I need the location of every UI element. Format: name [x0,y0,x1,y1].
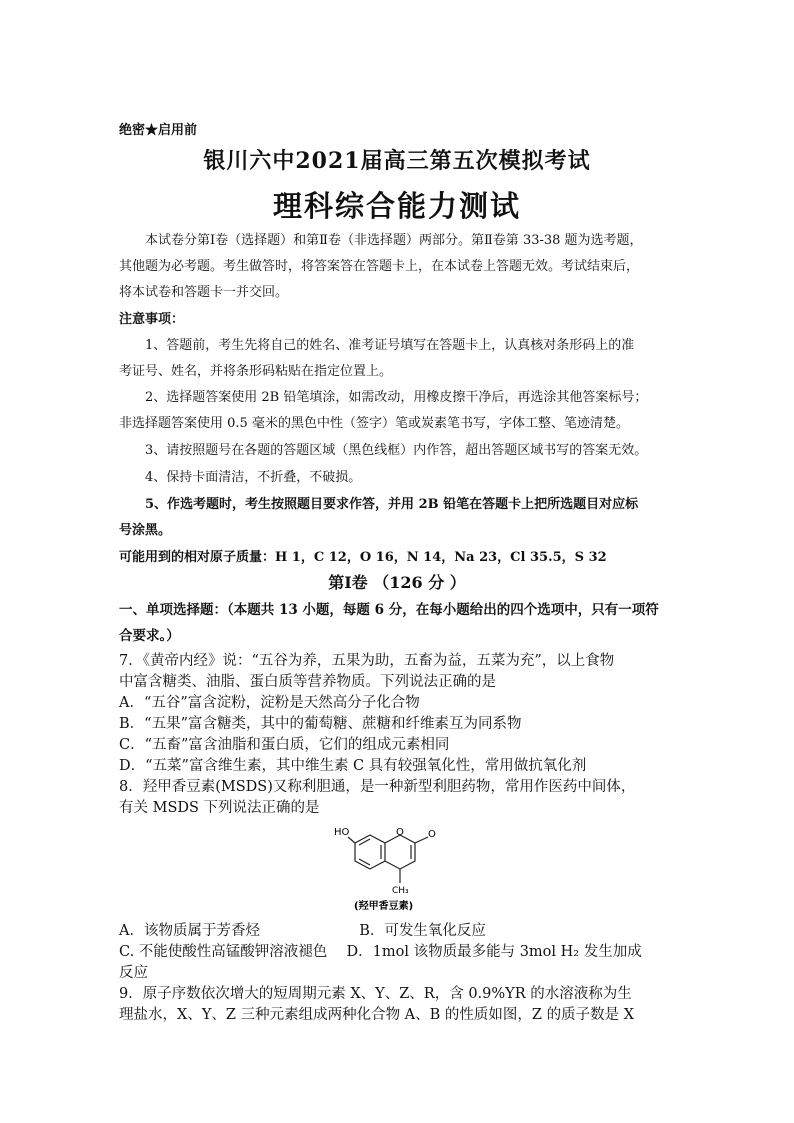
intro-line-3: 将本试卷和答题卡一并交回。 [119,285,289,300]
q8-stem-1: 8．羟甲香豆素(MSDS)又称利胆通，是一种新型利胆药物，常用作医药中间体， [119,779,636,795]
note-5b: 号涂黑。 [119,523,172,538]
hydroxyl-label: HO [334,827,350,838]
structure-svg [334,823,450,915]
section-title: 第Ⅰ卷 （126 分 ） [328,573,466,592]
q7-stem-1: 7．《黄帝内经》说：“五谷为养，五果为助，五畜为益，五菜为充”，以上食物 [119,653,615,669]
intro-line-2: 其他题为必考题。考生做答时，将答案答在答题卡上，在本试卷上答题无效。考试结束后， [119,259,640,274]
ring-bonds [348,835,428,883]
q7-option-d: D．“五菜”富含维生素，其中维生素 C 具有较强氧化性，常用做抗氧化剂 [119,758,587,774]
note-4: 4、保持卡面清洁，不折叠，不破损。 [145,470,362,485]
q8-option-c: C. 不能使酸性高锰酸钾溶液褪色 [119,944,328,960]
q9-stem-2: 理盐水，X、Y、Z 三种元素组成两种化合物 A、B 的性质如图，Z 的质子数是 X [119,1007,635,1023]
notes-heading: 注意事项： [119,312,185,327]
q7-option-b: B．“五果”富含糖类，其中的葡萄糖、蔗糖和纤维素互为同系物 [119,716,522,732]
atomic-mass-text: 可能用到的相对原子质量：H 1，C 12，O 16，N 14，Na 23，Cl 35.5，S 32 [119,550,607,565]
q8-options-ab [119,921,679,942]
note-2b: 非选择题答案使用 0.5 毫米的黑色中性（签字）笔或炭素笔书写，字体工整、笔迹清楚。 [119,416,629,431]
q8-option-a: A．该物质属于芳香烃 [119,923,260,939]
figure-caption: (羟甲香豆素) [354,901,414,912]
ring-oxygen-label: O [396,827,404,838]
q7-option-a: A．“五谷”富含淀粉，淀粉是天然高分子化合物 [119,695,420,711]
exam-title: 银川六中2021届高三第五次模拟考试 [203,148,591,174]
confidential-label: 绝密★启用前 [119,123,198,138]
q8-option-d-cont: 反应 [119,965,148,981]
exam-subtitle: 理科综合能力测试 [272,189,521,223]
carbonyl-bond [415,837,428,843]
q8-options-cd [119,942,679,963]
q8-option-d: D．1mol 该物质最多能与 3mol H₂ 发生加成 [346,944,642,960]
q8-option-b: B．可发生氧化反应 [359,923,486,939]
section-instruction-2: 合要求。） [119,628,180,644]
q7-option-c: C．“五畜”富含油脂和蛋白质，它们的组成元素相同 [119,737,450,753]
q9-stem-1: 9．原子序数依次增大的短周期元素 X、Y、Z、R，含 0.9%YR 的水溶液称为生 [119,986,632,1002]
note-2a: 2、选择题答案使用 2B 铅笔填涂，如需改动，用橡皮擦干净后，再选涂其他答案标号； [145,390,648,405]
section-instruction-1: 一、单项选择题：（本题共 13 小题，每题 6 分，在每小题给出的四个选项中，只有一项符 [119,602,659,618]
carbonyl-oxygen-label: O [428,829,436,840]
intro-line-1: 本试卷分第Ⅰ卷（选择题）和第Ⅱ卷（非选择题）两部分。第Ⅱ卷第 33-38 题为选考题， [145,233,643,248]
note-3: 3、请按照题号在各题的答题区域（黑色线框）内作答，超出答题区域书写的答案无效。 [145,443,648,458]
q8-stem-2: 有关 MSDS 下列说法正确的是 [119,800,320,816]
note-1b: 考证号、姓名，并将条形码粘贴在指定位置上。 [119,364,393,379]
methyl-label: CH₃ [392,886,409,896]
atomic-mass-line [119,545,679,570]
coumarin-structure-figure [334,823,450,915]
note-1a: 1、答题前，考生先将自己的姓名、准考证号填写在答题卡上，认真核对条形码上的准 [145,338,635,353]
note-5a: 5、作选考题时，考生按照题目要求作答，并用 2B 铅笔在答题卡上把所选题目对应标 [145,497,639,512]
q7-stem-2: 中富含糖类、油脂、蛋白质等营养物质。下列说法正确的是 [119,674,496,690]
